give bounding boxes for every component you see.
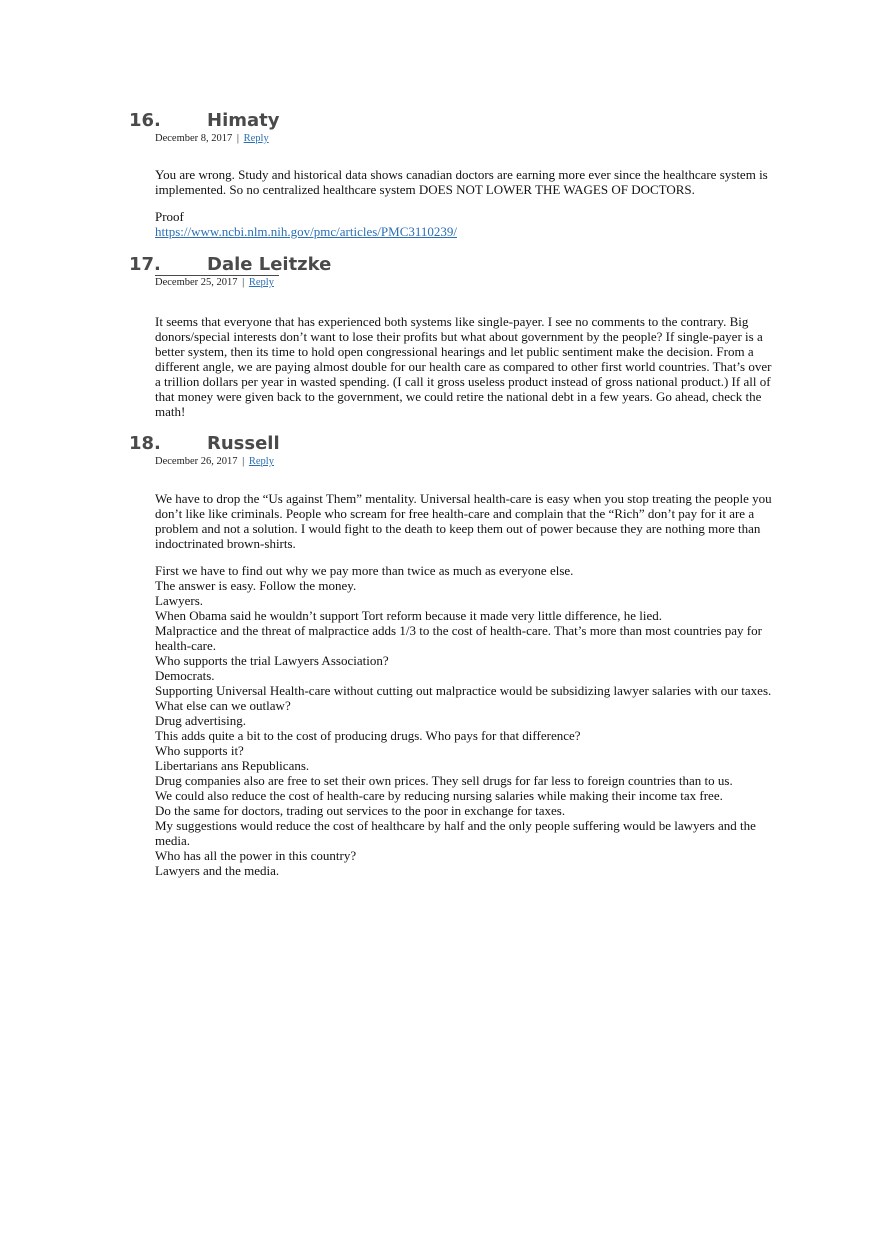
comment-line: What else can we outlaw? <box>155 698 291 713</box>
comment-date: December 26, 2017 <box>155 456 238 467</box>
meta-separator: | <box>236 133 239 144</box>
reply-link[interactable]: Reply <box>248 277 274 288</box>
comment-author: Himaty <box>207 110 280 131</box>
reply-link[interactable]: Reply <box>243 133 269 144</box>
comment-line: Supporting Universal Health-care without cutting out malpractice would be subsidizing lawyer salaries with our taxes. <box>155 683 772 698</box>
comment-paragraph: We have to drop the “Us against Them” mentality. Universal health-care is easy when you stop treating the people you don’t like like criminals. People who scream for free health-care and complain that the “Rich” don’t pay for it are a problem and not a solution. I would fight to the death to keep them out of power because they are nothing more than indoctrinated brown-shirts. <box>155 491 772 551</box>
comment-line: Do the same for doctors, trading out services to the poor in exchange for taxes. <box>155 803 566 818</box>
comment-number: 18. <box>129 433 161 454</box>
comment-line: Drug companies also are free to set their own prices. They sell drugs for far less to foreign countries than to us. <box>155 773 733 788</box>
reply-link[interactable]: Reply <box>248 456 274 467</box>
proof-link[interactable]: https://www.ncbi.nlm.nih.gov/pmc/articles/PMC3110239/ <box>155 224 457 239</box>
comment-lines <box>155 563 773 878</box>
comment-author: Dale Leitzke <box>207 254 332 275</box>
comment-line: Malpractice and the threat of malpractice adds 1/3 to the cost of health-care. That’s more than most countries pay for health-care. <box>155 623 762 653</box>
comment-line: The answer is easy. Follow the money. <box>155 578 357 593</box>
comment-date: December 8, 2017 <box>155 133 233 144</box>
comment-line: Lawyers. <box>155 593 204 608</box>
comment-line: Drug advertising. <box>155 713 246 728</box>
proof-label: Proof <box>155 209 184 224</box>
comment-line: My suggestions would reduce the cost of healthcare by half and the only people suffering would be lawyers and the media. <box>155 818 756 848</box>
comment-body <box>155 491 773 878</box>
comment-line: This adds quite a bit to the cost of producing drugs. Who pays for that difference? <box>155 728 581 743</box>
meta-separator: | <box>242 456 245 467</box>
comment-meta <box>155 277 274 288</box>
comment-meta <box>155 133 269 144</box>
comment-meta <box>155 456 274 467</box>
comment-line: When Obama said he wouldn’t support Tort reform because it made very little difference, he lied. <box>155 608 663 623</box>
comment-line: Democrats. <box>155 668 215 683</box>
comment-paragraph: You are wrong. Study and historical data shows canadian doctors are earning more ever since the healthcare system is implemented. So no centralized healthcare system DOES NOT LOWER THE WAGES OF DOCTORS. <box>155 167 768 197</box>
comment-number: 17. <box>129 254 161 275</box>
comment-paragraph: It seems that everyone that has experienced both systems like single-payer. I see no comments to the contrary. Big donors/special interests don’t want to lose their profits but what about government by the people? If single-payer is a better system, then its time to hold open congressional hearings and let public sentiment make the decision. From a different angle, we are paying almost double for our health care as compared to other first world countries. That’s over a trillion dollars per year in wasted spending. (I call it gross useless product instead of gross national product.) If all of that money were given back to the government, we could retire the national debt in a few years. Go ahead, check the math! <box>155 314 772 419</box>
comment-line: Who supports it? <box>155 743 244 758</box>
comment-body <box>155 314 773 428</box>
proof-block <box>155 209 773 239</box>
comment-line: Libertarians ans Republicans. <box>155 758 310 773</box>
comment-number: 16. <box>129 110 161 131</box>
comment-line: Who has all the power in this country? <box>155 848 357 863</box>
comment-date: December 25, 2017 <box>155 277 238 288</box>
comment-line: First we have to find out why we pay more than twice as much as everyone else. <box>155 563 574 578</box>
comment-body <box>155 167 773 248</box>
meta-separator: | <box>242 277 245 288</box>
comment-line: We could also reduce the cost of health-care by reducing nursing salaries while making their income tax free. <box>155 788 723 803</box>
comment-author: Russell <box>207 433 280 454</box>
comment-line: Who supports the trial Lawyers Association? <box>155 653 389 668</box>
comment-line: Lawyers and the media. <box>155 863 280 878</box>
